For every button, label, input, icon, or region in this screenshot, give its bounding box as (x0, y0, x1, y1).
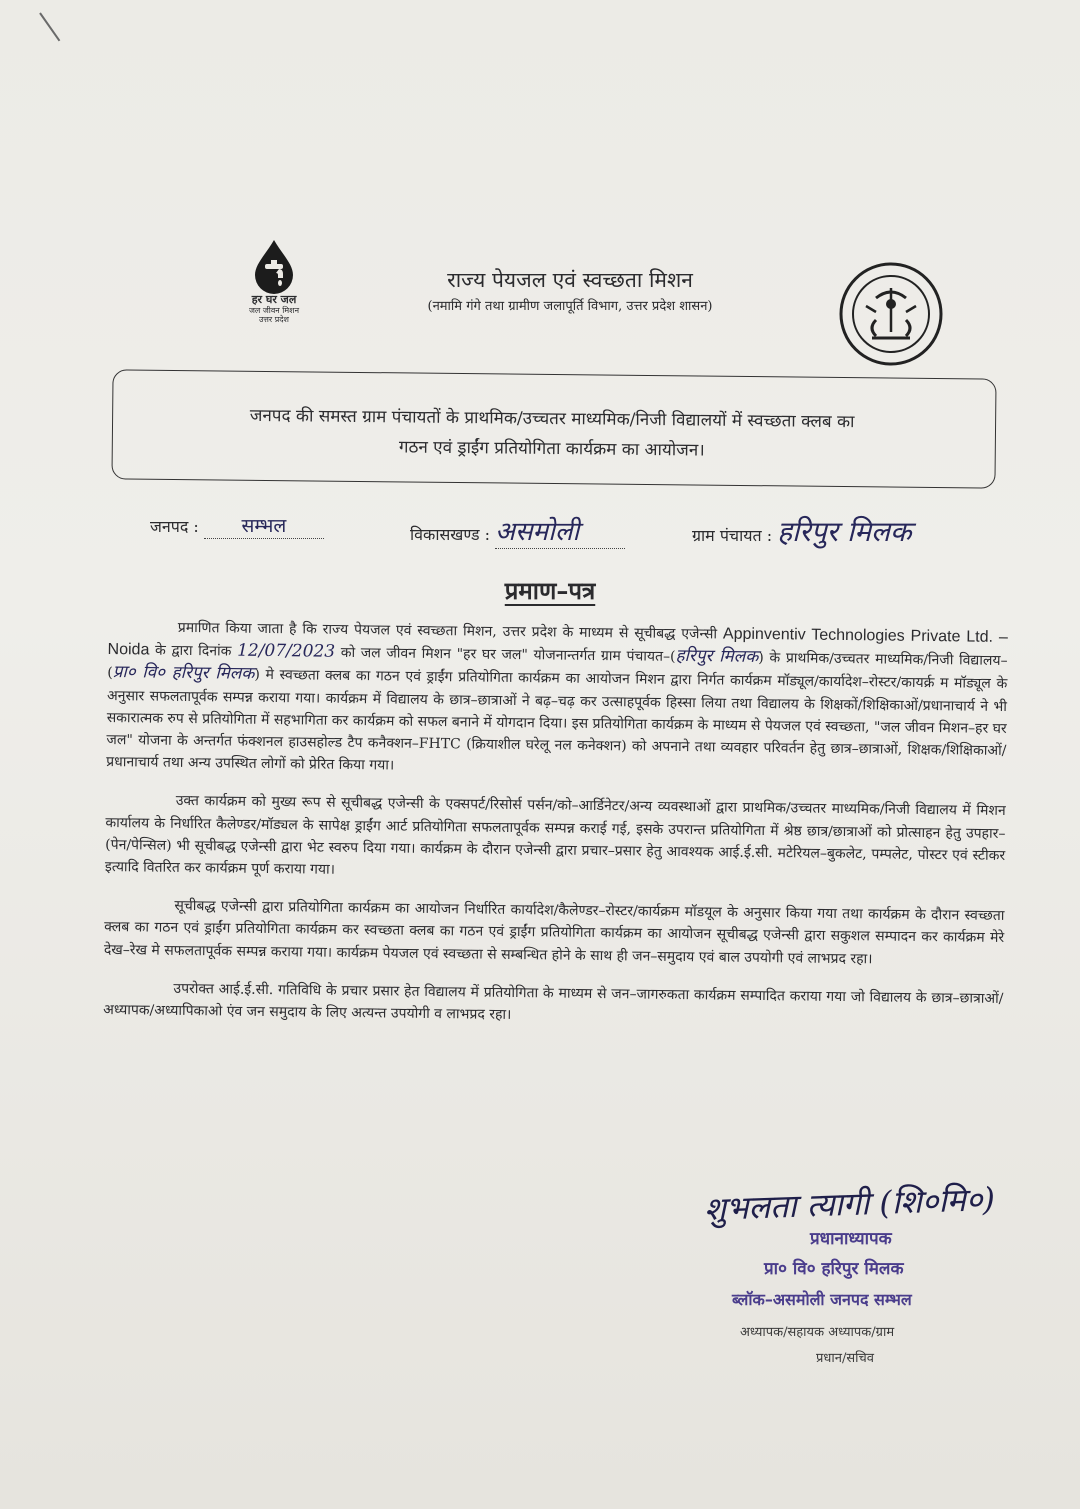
state-emblem-icon (836, 258, 946, 370)
block-value: असमोली (495, 517, 580, 547)
paper-mark (39, 12, 60, 41)
panchayat-label: ग्राम पंचायत : (692, 526, 773, 545)
water-drop-tap-icon (251, 238, 297, 294)
p1-text-b: के द्वारा दिनांक (154, 642, 232, 660)
block-label: विकासखण्ड : (410, 525, 491, 544)
agency-name: Appinventiv Technologies Private Ltd. – Noida (107, 625, 1008, 659)
district-value-line (204, 512, 324, 539)
logo-state-text: उत्तर प्रदेश (259, 315, 289, 324)
district-label: जनपद : (150, 517, 199, 536)
subject-text (122, 399, 983, 468)
p1-text-e: ) मे स्वच्छता क्लब का गठन एवं ड्राईंग प्रतियोगिता कार्यक्रम का आयोजन मिशन द्वारा निर्गत कार्यक्रम मॉड्यूल/कार्यादेश–रोस्टर/कायर्क्र म मॉड्यूल के अनुसार सफलतापूर्वक सम्पन्न कराया गया। कार्यक्रम में विद्यालय के छात्र–छात्राओं ने बढ़–चढ़ कर उत्साहपूर्वक हिस्सा लिया तथा विद्यालय के शिक्षकों/शिक्षिकाओं/प्रधानाचार्य ने भी सकारात्मक रुप से प्रतियोगिता में सहभागिता कर कार्यक्रम को सफल बनाने में योगदान दिया। इस प्रतियोगिता कार्यक्रम के माध्यम से पेयजल एवं स्वच्छता, "जल जीवन मिशन–हर घर जल" योजना के अन्तर्गत फंक्शनल हाउसहोल्ड टैप कनैक्शन–FHTC (क्रियाशील घरेलू नल कनेक्शन) को अपनाने तथा व्यवहार परिवर्तन हेतु छात्र–छात्राओं, शिक्षक/शिक्षिकाओं/प्रधानाचार्य तथा अन्य उपस्थित लोगों को प्रेरित किया गया। (106, 667, 1008, 774)
school-handwritten: प्रा० वि० हरिपुर मिलक (112, 662, 255, 685)
event-date: 12/07/2023 (237, 640, 336, 662)
paragraph-4: उपरोक्त आई.ई.सी. गतिविधि के प्रचार प्रसार हेत विद्यालय में प्रतियोगिता के माध्यम से जन–जागरुकता कार्यक्रम सम्पादित कराया गया जो विद्यालय के छात्र–छात्राओं/अध्यापक/अध्यापिकाओ एंव जन समुदाय के लिए अत्यन्त उपयोगी व लाभप्रद रहा। (103, 980, 1004, 1024)
logo-text: हर घर जल (251, 293, 297, 306)
subject-line-1: जनपद की समस्त ग्राम पंचायतों के प्राथमिक/उच्चतर माध्यमिक/निजी विद्यालयों में स्वच्छता क्लब का (249, 405, 855, 433)
signature: शुभलता त्यागी (शि०मि०) (703, 1179, 996, 1229)
panchayat-field (692, 512, 912, 550)
subject-line-2: गठन एवं ड्राईंग प्रतियोगिता कार्यक्रम का आयोजन। (398, 437, 705, 461)
p1-text-a: प्रमाणित किया जाता है कि राज्य पेयजल एवं स्वच्छता मिशन, उत्तर प्रदेश के माध्यम से सूचीबद्ध एजेन्सी (177, 619, 718, 643)
block-value-line (495, 512, 625, 549)
panchayat-value: हरिपुर मिलक (777, 515, 912, 548)
stamp-school: प्रा० वि० हरिपुर मिलक (764, 1259, 904, 1279)
district-value: सम्भल (241, 515, 287, 537)
up-government-seal (836, 258, 946, 374)
har-ghar-jal-logo (224, 238, 324, 338)
mission-title: राज्य पेयजल एवं स्वच्छता मिशन (447, 268, 693, 292)
gram-panchayat-handwritten: हरिपुर मिलक (675, 646, 759, 668)
signatory-label-2: प्रधान/सचिव (816, 1351, 874, 1366)
paragraph-1 (106, 616, 1008, 784)
paragraph-2: उक्त कार्यक्रम को मुख्य रूप से सूचीबद्ध एजेन्सी के एक्सपर्ट/रिसोर्स पर्सन/को–आर्डिनेटर/अन्य व्यवस्थाओं द्वारा प्राथमिक/उच्चतर माध्यमिक/निजी विद्यालय में मिशन कार्यालय के निर्धारित कैलेण्डर/मॉड्यल के सापेक्ष ड्राईंग आर्ट प्रतियोगिता सफलतापूर्वक सम्पन्न कराई गई, इसके उपरान्त प्रतियोगिता में श्रेष्ठ छात्र/छात्राओं को प्रोत्साहन हेतु उपहार–(पेन/पेन्सिल) भी सूचीबद्ध एजेन्सी द्वारा भेट स्वरुप दिया गया। कार्यक्रम के दौरान एजेन्सी द्वारा प्रचार–प्रसार हेतु आवश्यक आई.ई.सी. मटेरियल–बुकलेट, पम्पलेट, पोस्टर एवं स्टीकर इत्यादि वितरित कर कार्यक्रम पूर्ण कराया गया। (104, 793, 1006, 878)
district-field (150, 512, 324, 539)
certificate-body (103, 616, 1008, 1048)
p1-text-d: ) के प्राथमिक/उच्चतर माध्यमिक/निजी विद्यालय–( (107, 650, 1008, 682)
stamp-designation: प्रधानाध्यापक (810, 1229, 892, 1249)
stamp-block: ब्लॉक–असमोली जनपद सम्भल (732, 1290, 912, 1309)
p1-text-c: को जल जीवन मिशन "हर घर जल" योजनान्तर्गत ग्राम पंचायत–( (340, 645, 676, 666)
logo-subtext: जल जीवन मिशन (248, 306, 300, 315)
mission-subtitle: (नमामि गंगे तथा ग्रामीण जलापूर्ति विभाग, उत्तर प्रदेश शासन) (427, 299, 713, 314)
certificate-title: प्रमाण–पत्र (504, 576, 596, 605)
paragraph-3: सूचीबद्ध एजेन्सी द्वारा प्रतियोगिता कार्यक्रम का आयोजन निर्धारित कार्यादेश/कैलेण्डर–रोस्टर/कार्यक्रम मॉडयूल के अनुसार किया गया तथा कार्यक्रम के दौरान स्वच्छता क्लब का गठन एवं ड्राईंग प्रतियोगिता कार्यक्रम कर स्वच्छता क्लब का गठन एवं ड्राईंग प्रतियोगिता कार्यक्रम का आयोजन सूचीबद्ध एजेन्सी द्वारा सकुशल सम्पादन कर कार्यक्रम मेरे देख–रेख मे सफलतापूर्वक सम्पन्न कराया गया। कार्यक्रम पेयजल एवं स्वच्छता से सम्बन्धित होने के साथ ही जन–समुदाय एवं बाल उपयोगी एवं लाभप्रद रहा। (103, 898, 1005, 968)
signatory-label-1: अध्यापक/सहायक अध्यापक/ग्राम (740, 1325, 895, 1340)
block-field (410, 512, 625, 549)
